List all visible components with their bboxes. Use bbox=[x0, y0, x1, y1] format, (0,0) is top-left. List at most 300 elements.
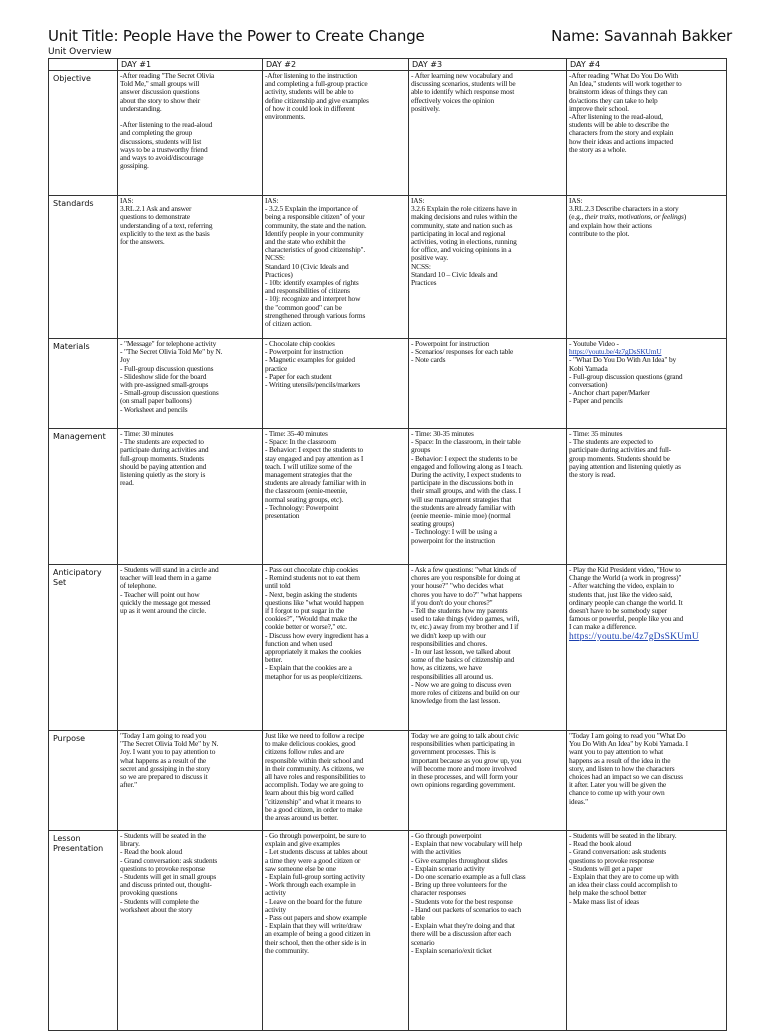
cell-line: - Worksheet and pencils bbox=[120, 404, 188, 414]
cell-line: IAS: bbox=[569, 196, 583, 205]
cell-line: able to identify which response most bbox=[411, 87, 515, 97]
cell-line: NCSS: bbox=[265, 253, 285, 263]
cell-line: teach. I will utilize some of the bbox=[265, 461, 352, 471]
cell-line: - Time: 30-35 minutes bbox=[411, 429, 474, 438]
cell-line: famous or powerful, people like you and bbox=[569, 614, 684, 624]
cell-line: - Note cards bbox=[411, 355, 446, 365]
plan-cell bbox=[567, 429, 727, 565]
plan-cell bbox=[409, 196, 567, 339]
plan-cell bbox=[409, 71, 567, 196]
cell-line: in these processes, and will form your bbox=[411, 772, 518, 782]
cell-line: discussions, students will list bbox=[120, 136, 202, 146]
cell-line: - Pass out chocolate chip cookies bbox=[265, 565, 358, 574]
cell-line: should be paying attention and bbox=[120, 461, 207, 471]
plan-cell bbox=[118, 339, 263, 429]
cell-line: - Ask a few questions: "what kinds of bbox=[411, 565, 517, 574]
cell-line: - Students will complete the bbox=[120, 896, 199, 906]
cell-line: - Explain that the cookies are a bbox=[265, 663, 352, 673]
cell-line: the "common good" can be bbox=[265, 302, 342, 312]
cell-line: what happens as a result of the bbox=[120, 755, 207, 765]
cell-line: activity bbox=[265, 904, 286, 914]
row-label: Objective bbox=[49, 71, 118, 196]
plan-cell bbox=[567, 731, 727, 831]
cell-line: happens as a result of the idea in the bbox=[569, 755, 671, 765]
cell-line: the classroom (eenie-meenie, bbox=[265, 486, 348, 496]
cell-line: making decisions and rules within the bbox=[411, 212, 518, 222]
cell-line: and completing a full-group practice bbox=[265, 79, 368, 89]
cell-line: Joy. I want you to pay attention to bbox=[120, 747, 216, 757]
cell-line: engaged and following along as I teach. bbox=[411, 461, 523, 471]
unit-overview-label: Unit Overview bbox=[48, 47, 112, 57]
cell-line: - Explain that new vocabulary will help bbox=[411, 839, 523, 849]
cell-line: all have roles and responsibilities to bbox=[265, 772, 366, 782]
cell-line: (on small paper balloons) bbox=[120, 396, 192, 406]
day-header: DAY #2 bbox=[263, 59, 409, 71]
row-label: Materials bbox=[49, 339, 118, 429]
cell-line: - The students are expected to bbox=[120, 437, 204, 447]
cell-line: and responsibilities of citizens bbox=[265, 286, 350, 296]
cell-line: an idea their class could accomplish to bbox=[569, 880, 678, 890]
cell-line: ways to be a trustworthy friend bbox=[120, 144, 208, 154]
cell-line: - Read the book aloud bbox=[569, 839, 632, 849]
plan-cell bbox=[263, 565, 409, 731]
cell-line: - 10b: identify examples of rights bbox=[265, 278, 359, 288]
cell-line: "Today I am going to read you "What Do bbox=[569, 731, 686, 740]
youtube-link[interactable]: https://youtu.be/4z7gDsSKUmU bbox=[569, 347, 662, 357]
page-header bbox=[48, 27, 732, 47]
cell-line: after." bbox=[120, 780, 137, 790]
cell-line: explicitly to the text as the basis bbox=[120, 228, 210, 238]
cell-line: their school, then the other side is in bbox=[265, 937, 367, 947]
cell-line: powerpoint for the instruction bbox=[411, 535, 495, 545]
cell-line: -After listening to the read-aloud bbox=[120, 120, 213, 130]
cell-line: of how it could look in different bbox=[265, 103, 355, 113]
cell-line: - Give examples throughout slides bbox=[411, 855, 508, 865]
cell-line: own opinions regarding government. bbox=[411, 780, 516, 790]
plan-cell bbox=[118, 565, 263, 731]
cell-line: responsible within their school and bbox=[265, 755, 364, 765]
cell-line: 3.RL.2.3 Describe characters in a story bbox=[569, 204, 679, 214]
plan-cell bbox=[263, 831, 409, 1031]
cell-line: responsibilities all around us. bbox=[411, 671, 493, 681]
plan-row-management bbox=[49, 429, 727, 565]
cell-line: (e.g., their traits, motivations, or feelings) bbox=[569, 212, 687, 222]
cell-line: (eenie meenie- minie moe) (normal bbox=[411, 511, 511, 521]
cell-line: answer discussion questions bbox=[120, 87, 200, 97]
cell-line: An Idea," students will work together to bbox=[569, 79, 682, 89]
cell-line: the students are already familiar with bbox=[411, 502, 516, 512]
plan-row-anticipatory-set bbox=[49, 565, 727, 731]
cell-line: responsibilities when participating in bbox=[411, 739, 515, 749]
cell-line: being a responsible citizen" of your bbox=[265, 212, 365, 222]
cell-line: Change the World (a work in progress)" bbox=[569, 573, 682, 583]
cell-line: an example of being a good citizen in bbox=[265, 929, 371, 939]
cell-line: - Next, begin asking the students bbox=[265, 589, 357, 599]
cell-line: quickly the message got messed bbox=[120, 597, 211, 607]
cell-line: During the activity, I expect students to bbox=[411, 470, 522, 480]
cell-line: your house?" "who decides what bbox=[411, 581, 504, 591]
cell-line: some of the basics of citizenship and bbox=[411, 655, 515, 665]
cell-line: 3.RL.2.1 Ask and answer bbox=[120, 204, 192, 214]
cell-line: Today we are going to talk about civic bbox=[411, 731, 519, 740]
cell-line: the story as a whole. bbox=[569, 144, 627, 154]
plan-cell bbox=[263, 339, 409, 429]
plan-cell bbox=[409, 565, 567, 731]
cell-line: story, and listen to how the characters bbox=[569, 763, 675, 773]
cell-line: Standard 10 (Civic Ideals and bbox=[265, 261, 349, 271]
cell-line: worksheet about the story bbox=[120, 904, 193, 914]
cell-line: - Let students discuss at tables about bbox=[265, 847, 368, 857]
cell-line: - Time: 35-40 minutes bbox=[265, 429, 328, 438]
cell-line: cookie better or worse?," etc. bbox=[265, 622, 347, 632]
cell-line: -After listening to the read-aloud, bbox=[569, 112, 663, 122]
cell-line: accomplish. Today we are going to bbox=[265, 780, 364, 790]
cell-line: the story is read. bbox=[569, 470, 616, 480]
cell-line: - 10j: recognize and interpret how bbox=[265, 294, 361, 304]
cell-line: - Space: In the classroom, in their table bbox=[411, 437, 521, 447]
plan-cell bbox=[263, 731, 409, 831]
cell-line: Joy bbox=[120, 355, 130, 365]
cell-line: management strategies that the bbox=[265, 470, 352, 480]
cell-line: students will be able to describe the bbox=[569, 120, 669, 130]
cell-line: with pre-assigned small-groups bbox=[120, 380, 209, 390]
cell-line: - Now we are going to discuss even bbox=[411, 679, 512, 689]
cell-line: group moments. Students should be bbox=[569, 453, 670, 463]
cell-line: Standard 10 – Civic Ideals and bbox=[411, 269, 498, 279]
cell-line: - "The Secret Olivia Told Me" by N. bbox=[120, 347, 223, 357]
cell-line: will become more and more involved bbox=[411, 763, 517, 773]
cell-line: there will be a discussion after each bbox=[411, 929, 511, 939]
cell-line: read. bbox=[120, 478, 134, 488]
cell-line: - Powerpoint for instruction bbox=[265, 347, 344, 357]
cell-line: conversation) bbox=[569, 380, 608, 390]
cell-line: - Explain scenario/exit ticket bbox=[411, 945, 492, 955]
cell-line: You Do With An Idea" by Kobi Yamada. I bbox=[569, 739, 688, 749]
cell-line: appropriately it makes the cookies bbox=[265, 647, 362, 657]
cell-line: -After reading "The Secret Olivia bbox=[120, 71, 215, 80]
cell-line: - Explain that they are to come up with bbox=[569, 872, 679, 882]
cell-line: questions to provoke response bbox=[120, 863, 205, 873]
cell-line: - Explain scenario activity bbox=[411, 863, 485, 873]
cell-line: help make the school better bbox=[569, 888, 647, 898]
cell-line: up as it went around the circle. bbox=[120, 606, 207, 616]
plan-cell bbox=[409, 731, 567, 831]
day-header-row bbox=[49, 59, 727, 71]
cell-line: seating groups) bbox=[411, 519, 455, 529]
cell-line: - Behavior: I expect the students to be bbox=[411, 453, 518, 463]
cell-line: understanding of a text, referring bbox=[120, 220, 213, 230]
unit-title: Unit Title: People Have the Power to Create Change bbox=[48, 27, 425, 45]
cell-line: ideas." bbox=[569, 796, 589, 806]
cell-line: - Explain what they're doing and that bbox=[411, 921, 515, 931]
plan-row-materials bbox=[49, 339, 727, 429]
cell-line: - Play the Kid President video, "How to bbox=[569, 565, 681, 574]
cell-line: metaphor for us as people/citizens. bbox=[265, 671, 363, 681]
cell-line: - Teacher will point out how bbox=[120, 589, 200, 599]
cell-line: learn about this big word called bbox=[265, 788, 354, 798]
cell-line: - Magnetic examples for guided bbox=[265, 355, 355, 365]
cell-line: improve their school. bbox=[569, 103, 629, 113]
row-label: Anticipatory Set bbox=[49, 565, 118, 731]
cell-line: and discuss printed out, thought- bbox=[120, 880, 212, 890]
cell-line: be a good citizen, in order to make bbox=[265, 804, 363, 814]
cell-line: - Technology: Powerpoint bbox=[265, 502, 339, 512]
cell-line: - Time: 35 minutes bbox=[569, 429, 623, 438]
cell-line: explain and give examples bbox=[265, 839, 340, 849]
cell-line: library. bbox=[120, 839, 140, 849]
cell-line: saw someone else be one bbox=[265, 863, 336, 873]
cell-line: - Students will get a paper bbox=[569, 863, 643, 873]
cell-line: government processes. This is bbox=[411, 747, 496, 757]
cell-line: will use management strategies that bbox=[411, 494, 512, 504]
cell-line: - After learning new vocabulary and bbox=[411, 71, 513, 80]
youtube-link[interactable]: https://youtu.be/4z7gDsSKUmU bbox=[569, 631, 699, 642]
cell-line: - Space: In the classroom bbox=[265, 437, 336, 447]
cell-line: Kobi Yamada bbox=[569, 363, 608, 373]
cell-line: contribute to the plot. bbox=[569, 228, 630, 238]
day-header: DAY #4 bbox=[567, 59, 727, 71]
cell-line: their small groups, and with the class. I bbox=[411, 486, 521, 496]
cell-line: for the answers. bbox=[120, 237, 165, 247]
cell-line: 3.2.6 Explain the role citizens have in bbox=[411, 204, 517, 214]
cell-line: - Paper and pencils bbox=[569, 396, 623, 406]
cell-line: participating in local and regional bbox=[411, 228, 506, 238]
cell-line: we didn't keep up with our bbox=[411, 630, 486, 640]
cell-line: chance to come up with your own bbox=[569, 788, 665, 798]
cell-line: questions like "what would happen bbox=[265, 597, 364, 607]
cell-line: doesn't have to be somebody super bbox=[569, 606, 667, 616]
cell-line: Just like we need to follow a recipe bbox=[265, 731, 365, 740]
cell-line: - Time: 30 minutes bbox=[120, 429, 174, 438]
cell-line: it after. Later you will be given the bbox=[569, 780, 667, 790]
cell-line: "citizenship" and what it means to bbox=[265, 796, 361, 806]
cell-line: - Pass out papers and show example bbox=[265, 913, 367, 923]
cell-line: IAS: bbox=[120, 196, 134, 205]
cell-line: chores are you responsible for doing at bbox=[411, 573, 521, 583]
plan-cell bbox=[567, 339, 727, 429]
cell-line: scenario bbox=[411, 937, 435, 947]
row-label: Purpose bbox=[49, 731, 118, 831]
cell-line: and completing the group bbox=[120, 128, 193, 138]
cell-line: strengthened through various forms bbox=[265, 310, 366, 320]
cell-line: character responses bbox=[411, 888, 466, 898]
cell-line: - In our last lesson, we talked about bbox=[411, 647, 511, 657]
cell-line: - Youtube Video - bbox=[569, 339, 619, 348]
cell-line: - Grand conversation: ask students bbox=[120, 855, 218, 865]
cell-line: discussing scenarios, students will be bbox=[411, 79, 516, 89]
cell-line: - Remind students not to eat them bbox=[265, 573, 360, 583]
cell-line: groups bbox=[411, 445, 431, 455]
cell-line: - Go through powerpoint, be sure to bbox=[265, 831, 366, 840]
plan-cell bbox=[409, 831, 567, 1031]
cell-line: stay engaged and pay attention as I bbox=[265, 453, 364, 463]
cell-line: define citizenship and give examples bbox=[265, 95, 369, 105]
cell-line: and explain how their actions bbox=[569, 220, 652, 230]
cell-line: positive way. bbox=[411, 253, 448, 263]
plan-cell bbox=[567, 831, 727, 1031]
cell-line: - The students are expected to bbox=[569, 437, 653, 447]
plan-cell bbox=[263, 71, 409, 196]
cell-line: - Paper for each student bbox=[265, 371, 332, 381]
cell-line: students are already familiar with in bbox=[265, 478, 366, 488]
row-label: Management bbox=[49, 429, 118, 565]
cell-line: participate during activities and full- bbox=[569, 445, 672, 455]
cell-line: do/actions they can take to help bbox=[569, 95, 658, 105]
cell-line: - After watching the video, explain to bbox=[569, 581, 674, 591]
cell-line: Identify people in your community bbox=[265, 228, 364, 238]
cell-line: IAS: bbox=[411, 196, 425, 205]
plan-cell bbox=[263, 429, 409, 565]
cell-line: - Writing utensils/pencils/markers bbox=[265, 380, 361, 390]
cell-line: NCSS: bbox=[411, 261, 431, 271]
cell-line: if you don't do your chores?" bbox=[411, 597, 493, 607]
cell-line: responsibilities and chores. bbox=[411, 638, 488, 648]
cell-line: and the state who exhibit the bbox=[265, 237, 346, 247]
cell-line: - Students will stand in a circle and bbox=[120, 565, 219, 574]
cell-line: - Students will get in small groups bbox=[120, 872, 217, 882]
plan-cell bbox=[118, 429, 263, 565]
cell-line: full-group moments. Students bbox=[120, 453, 204, 463]
cell-line: -After listening to the instruction bbox=[265, 71, 358, 80]
cell-line: used to take things (video games, wifi, bbox=[411, 614, 520, 624]
plan-row-standards bbox=[49, 196, 727, 339]
cell-line: cookies?", "Would that make the bbox=[265, 614, 358, 624]
cell-line: important because as you grow up, you bbox=[411, 755, 522, 765]
cell-line: the areas around us better. bbox=[265, 813, 338, 823]
cell-line: - Hand out packets of scenarios to each bbox=[411, 904, 522, 914]
cell-line: function and when used bbox=[265, 638, 333, 648]
cell-line: - Behavior: I expect the students to bbox=[265, 445, 364, 455]
cell-line: gossiping. bbox=[120, 161, 149, 171]
cell-line: positively. bbox=[411, 103, 440, 113]
cell-line: - Students will be seated in the library. bbox=[569, 831, 677, 840]
plan-cell bbox=[118, 71, 263, 196]
cell-line: IAS: bbox=[265, 196, 279, 205]
plan-cell bbox=[567, 196, 727, 339]
cell-line: - Scenarios/ responses for each table bbox=[411, 347, 514, 357]
cell-line: until told bbox=[265, 581, 291, 591]
cell-line: Told Me," small groups will bbox=[120, 79, 200, 89]
cell-line: - Technology: I will be using a bbox=[411, 527, 497, 537]
cell-line: a time they were a good citizen or bbox=[265, 855, 361, 865]
cell-line: questions to provoke response bbox=[569, 855, 654, 865]
cell-line: - Chocolate chip cookies bbox=[265, 339, 335, 348]
cell-line: - Discuss how every ingredient has a bbox=[265, 630, 369, 640]
cell-line: if I forgot to put sugar in the bbox=[265, 606, 345, 616]
cell-line: characteristics of good citizenship". bbox=[265, 245, 366, 255]
cell-line: to make delicious cookies, good bbox=[265, 739, 356, 749]
cell-line: activity, students will be able to bbox=[265, 87, 354, 97]
cell-line: "The Secret Olivia Told Me" by N. bbox=[120, 739, 219, 749]
cell-line: - Read the book aloud bbox=[120, 847, 183, 857]
cell-line: - Do one scenario example as a full class bbox=[411, 872, 526, 882]
day-header: DAY #1 bbox=[118, 59, 263, 71]
cell-line: choices had an impact so we can discuss bbox=[569, 772, 683, 782]
cell-line: presentation bbox=[265, 511, 300, 521]
cell-line: - Grand conversation: ask students bbox=[569, 847, 667, 857]
cell-line: community, state and nation such as bbox=[411, 220, 513, 230]
plan-cell bbox=[409, 339, 567, 429]
cell-line: how their ideas and actions impacted bbox=[569, 136, 673, 146]
cell-line: listening quietly as the story is bbox=[120, 470, 206, 480]
cell-line: secret and gossiping in the story bbox=[120, 763, 211, 773]
cell-line: questions to demonstrate bbox=[120, 212, 190, 222]
cell-line: - Go through powerpoint bbox=[411, 831, 482, 840]
cell-line: - Full-group discussion questions bbox=[120, 363, 214, 373]
cell-line: and ways to avoid/discourage bbox=[120, 153, 204, 163]
cell-line: - Students will be seated in the bbox=[120, 831, 206, 840]
cell-line: -After reading "What Do You Do With bbox=[569, 71, 679, 80]
cell-line: Practices) bbox=[265, 269, 293, 279]
cell-line: participate in the discussions both in bbox=[411, 478, 514, 488]
cell-line: - Leave on the board for the future bbox=[265, 896, 362, 906]
cell-line: - Small-group discussion questions bbox=[120, 388, 219, 398]
cell-line: - Slideshow slide for the board bbox=[120, 371, 207, 381]
cell-line: brainstorm ideas of things they can bbox=[569, 87, 668, 97]
cell-line: table bbox=[411, 913, 425, 923]
corner-cell bbox=[49, 59, 118, 71]
cell-line: - Bring up three volunteers for the bbox=[411, 880, 507, 890]
cell-line: of telephone. bbox=[120, 581, 157, 591]
cell-line: provoking questions bbox=[120, 888, 178, 898]
plan-cell bbox=[409, 429, 567, 565]
cell-line: - Explain that they will write/draw bbox=[265, 921, 362, 931]
plan-row-purpose bbox=[49, 731, 727, 831]
cell-line: characters from the story and explain bbox=[569, 128, 674, 138]
cell-line: - Students vote for the best response bbox=[411, 896, 513, 906]
cell-line: I can make a difference. bbox=[569, 622, 637, 632]
cell-line: how, as citizens, we have bbox=[411, 663, 482, 673]
cell-line: knowledge from the last lesson. bbox=[411, 696, 501, 706]
cell-line: want you to pay attention to what bbox=[569, 747, 663, 757]
cell-line: citizens follow rules and are bbox=[265, 747, 344, 757]
cell-line: of citizen action. bbox=[265, 319, 312, 329]
cell-line: Practices bbox=[411, 278, 437, 288]
cell-line: - Anchor chart paper/Marker bbox=[569, 388, 650, 398]
plan-row-objective bbox=[49, 71, 727, 196]
cell-line: more roles of citizens and build on our bbox=[411, 688, 520, 698]
cell-line: - "Message" for telephone activity bbox=[120, 339, 217, 348]
cell-line: about the story to show their bbox=[120, 95, 201, 105]
cell-line: - Powerpoint for instruction bbox=[411, 339, 490, 348]
cell-line: paying attention and listening quietly as bbox=[569, 461, 681, 471]
cell-line: normal seating groups, etc). bbox=[265, 494, 344, 504]
cell-line: - Make mass list of ideas bbox=[569, 896, 639, 906]
cell-line: - Full-group discussion questions (grand bbox=[569, 371, 683, 381]
plan-cell bbox=[118, 731, 263, 831]
cell-line: the community. bbox=[265, 945, 309, 955]
cell-line: practice bbox=[265, 363, 288, 373]
cell-line: environments. bbox=[265, 112, 306, 122]
plan-row-lesson-presentation bbox=[49, 831, 727, 1031]
cell-line: so we are prepared to discuss it bbox=[120, 772, 208, 782]
cell-line: "Today I am going to read you bbox=[120, 731, 206, 740]
lesson-plan-table bbox=[48, 58, 727, 1031]
day-header: DAY #3 bbox=[409, 59, 567, 71]
cell-line: in their community. As citizens, we bbox=[265, 763, 365, 773]
cell-line: activity bbox=[265, 888, 286, 898]
cell-line: ordinary people can change the world. It bbox=[569, 597, 683, 607]
cell-line: chores you have to do?" "what happens bbox=[411, 589, 522, 599]
cell-line: activities, voting in elections, running bbox=[411, 237, 517, 247]
cell-line: - Tell the students how my parents bbox=[411, 606, 508, 616]
plan-cell bbox=[118, 196, 263, 339]
cell-line: understanding. bbox=[120, 103, 162, 113]
cell-line: - Work through each example in bbox=[265, 880, 356, 890]
plan-cell bbox=[263, 196, 409, 339]
cell-line: participate during activities and bbox=[120, 445, 209, 455]
plan-cell bbox=[118, 831, 263, 1031]
